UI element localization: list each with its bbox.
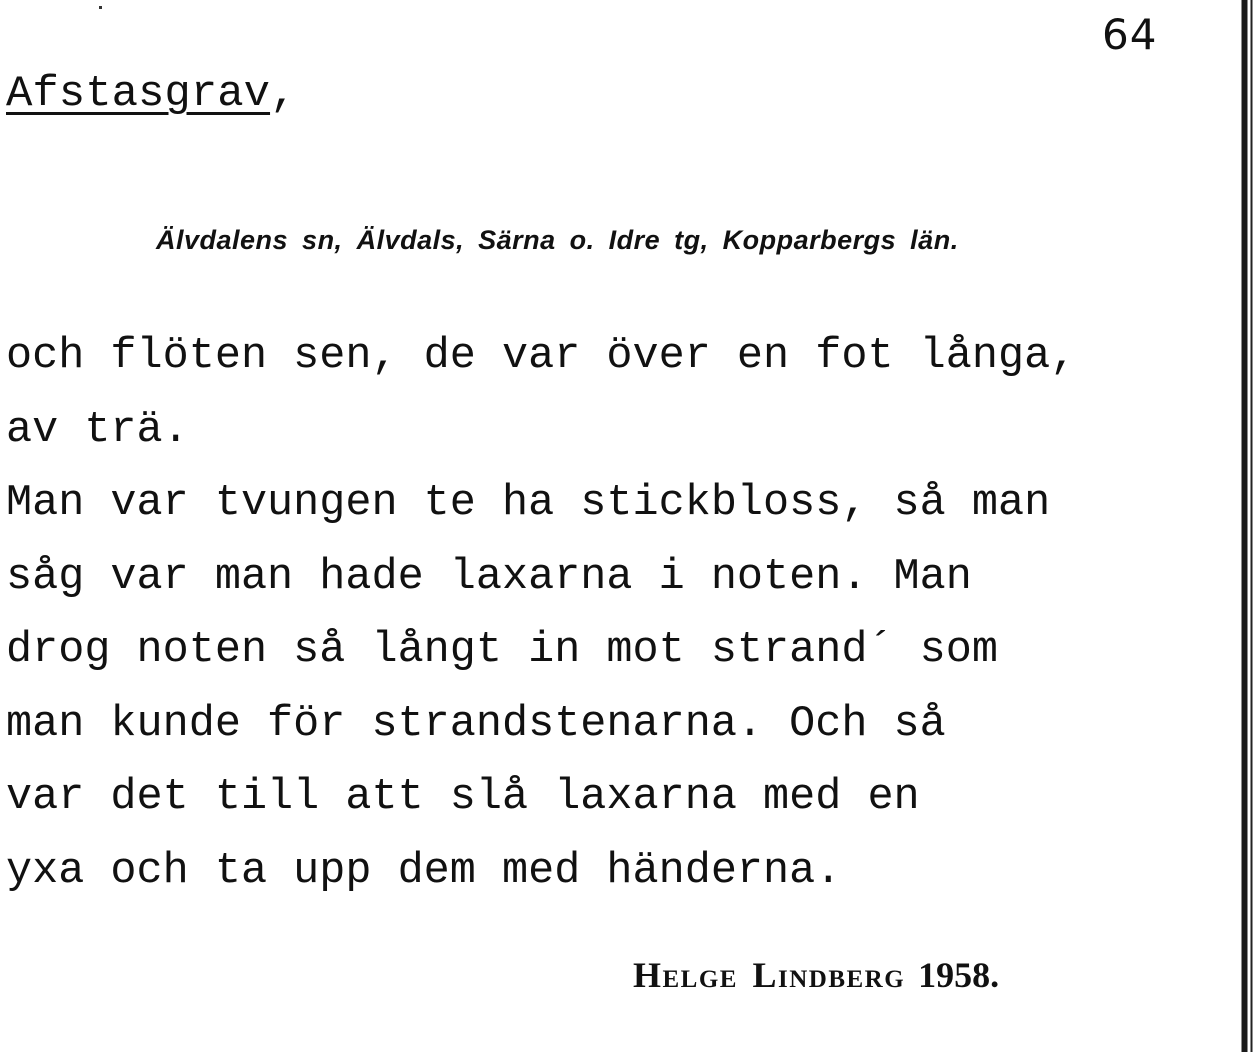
location-heading: Älvdalens sn, Älvdals, Särna o. Idre tg, Kopparbergs län. [156, 225, 959, 255]
signature-name: Helge Lindberg [633, 955, 906, 995]
scan-speck [99, 6, 102, 9]
text-line: drog noten så långt in mot strand´ som [6, 626, 998, 675]
text-line: man kunde för strandstenarna. Och så [6, 699, 946, 749]
text-line: Man var tvungen te ha stickbloss, så man [6, 479, 1051, 528]
text-line: yxa och ta upp dem med händerna. [6, 846, 842, 896]
text-line: såg var man hade laxarna i noten. Man [6, 552, 972, 602]
body-text [6, 320, 1236, 908]
document-title [6, 66, 296, 122]
text-line: av trä. [6, 405, 189, 455]
signature [633, 950, 999, 1000]
page-edge-border [1238, 0, 1257, 1052]
text-line: och flöten sen, de var över en fot långa, [6, 332, 1077, 381]
text-line: var det till att slå laxarna med en [6, 773, 920, 822]
signature-year: 1958. [918, 955, 1000, 995]
page-number: 64 [1102, 10, 1158, 59]
title-word: Afstasgrav [6, 69, 271, 119]
title-punctuation: , [270, 69, 297, 119]
